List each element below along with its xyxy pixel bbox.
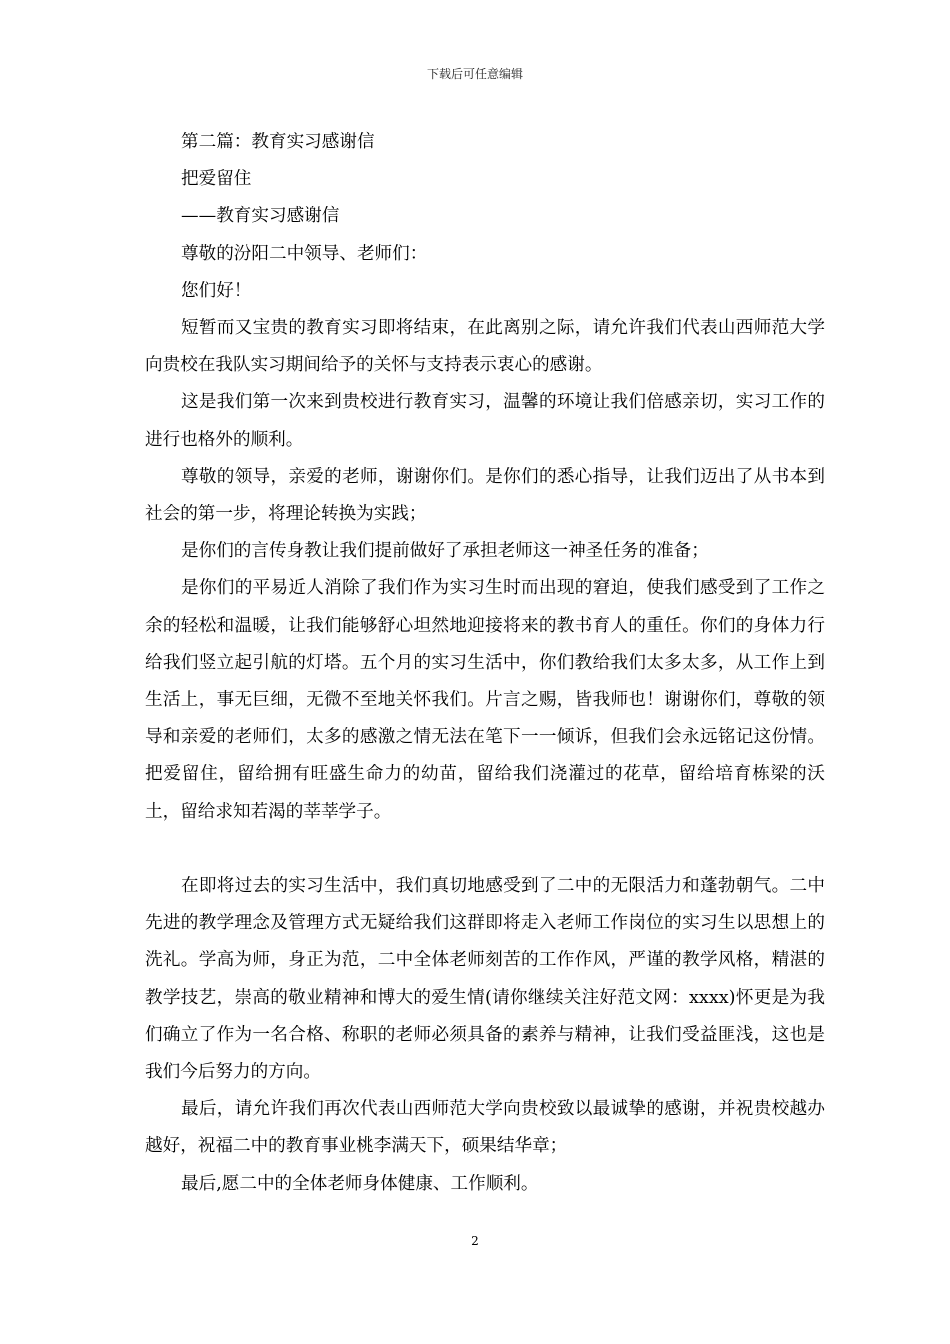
greeting: 您们好！ xyxy=(181,280,252,301)
body-paragraph: 尊敬的领导，亲爱的老师，谢谢你们。是你们的悉心指导，让我们迈出了从书本到社会的第一步，将理论转换为实践； xyxy=(145,466,825,525)
page-header-note: 下载后可任意编辑 xyxy=(426,67,523,81)
page-number: 2 xyxy=(471,1234,479,1248)
salutation: 尊敬的汾阳二中领导、老师们： xyxy=(181,243,428,264)
body-paragraph: 是你们的言传身教让我们提前做好了承担老师这一神圣任务的准备； xyxy=(181,541,709,562)
body-paragraph: 是你们的平易近人消除了我们作为实习生时而出现的窘迫，使我们感受到了工作之余的轻松和温暖，让我们能够舒心坦然地迎接将来的教书育人的重任。你们的身体力行给我们竖立起引航的灯塔。五个月的实习生活中，你们教给我们太多太多，从工作上到生活上，事无巨细，无微不至地关怀我们。片言之赐，皆我师也！谢谢你们，尊敬的领导和亲爱的老师们，太多的感激之情无法在笔下一一倾诉，但我们会永远铭记这份情。把爱留住，留给拥有旺盛生命力的幼苗，留给我们浇灌过的花草，留给培育栋梁的沃土，留给求知若渴的莘莘学子。 xyxy=(145,578,825,822)
blank-line xyxy=(145,831,825,868)
section-title: 第二篇：教育实习感谢信 xyxy=(181,132,375,152)
letter-subtitle: ——教育实习感谢信 xyxy=(181,206,340,227)
document-body xyxy=(145,124,825,1203)
body-paragraph: 短暂而又宝贵的教育实习即将结束，在此离别之际，请允许我们代表山西师范大学向贵校在我队实习期间给予的关怀与支持表示衷心的感谢。 xyxy=(145,318,825,376)
body-paragraph: 在即将过去的实习生活中，我们真切地感受到了二中的无限活力和蓬勃朝气。二中先进的教学理念及管理方式无疑给我们这群即将走入老师工作岗位的实习生以思想上的洗礼。学高为师，身正为范，二中全体老师刻苦的工作作风，严谨的教学风格，精湛的教学技艺，崇高的敬业精神和博大的爱生情(请你继续关注好范文网：xxxx)怀更是为我们确立了作为一名合格、称职的老师必须具备的素养与精神，让我们受益匪浅，这也是我们今后努力的方向。 xyxy=(145,876,825,1083)
body-paragraph: 这是我们第一次来到贵校进行教育实习，温馨的环境让我们倍感亲切，实习工作的进行也格外的顺利。 xyxy=(145,392,825,450)
closing-wish: 最后,愿二中的全体老师身体健康、工作顺利。 xyxy=(181,1173,539,1194)
letter-title: 把爱留住 xyxy=(181,169,252,190)
closing-paragraph: 最后，请允许我们再次代表山西师范大学向贵校致以最诚挚的感谢，并祝贵校越办越好，祝福二中的教育事业桃李满天下，硕果结华章； xyxy=(145,1099,825,1157)
